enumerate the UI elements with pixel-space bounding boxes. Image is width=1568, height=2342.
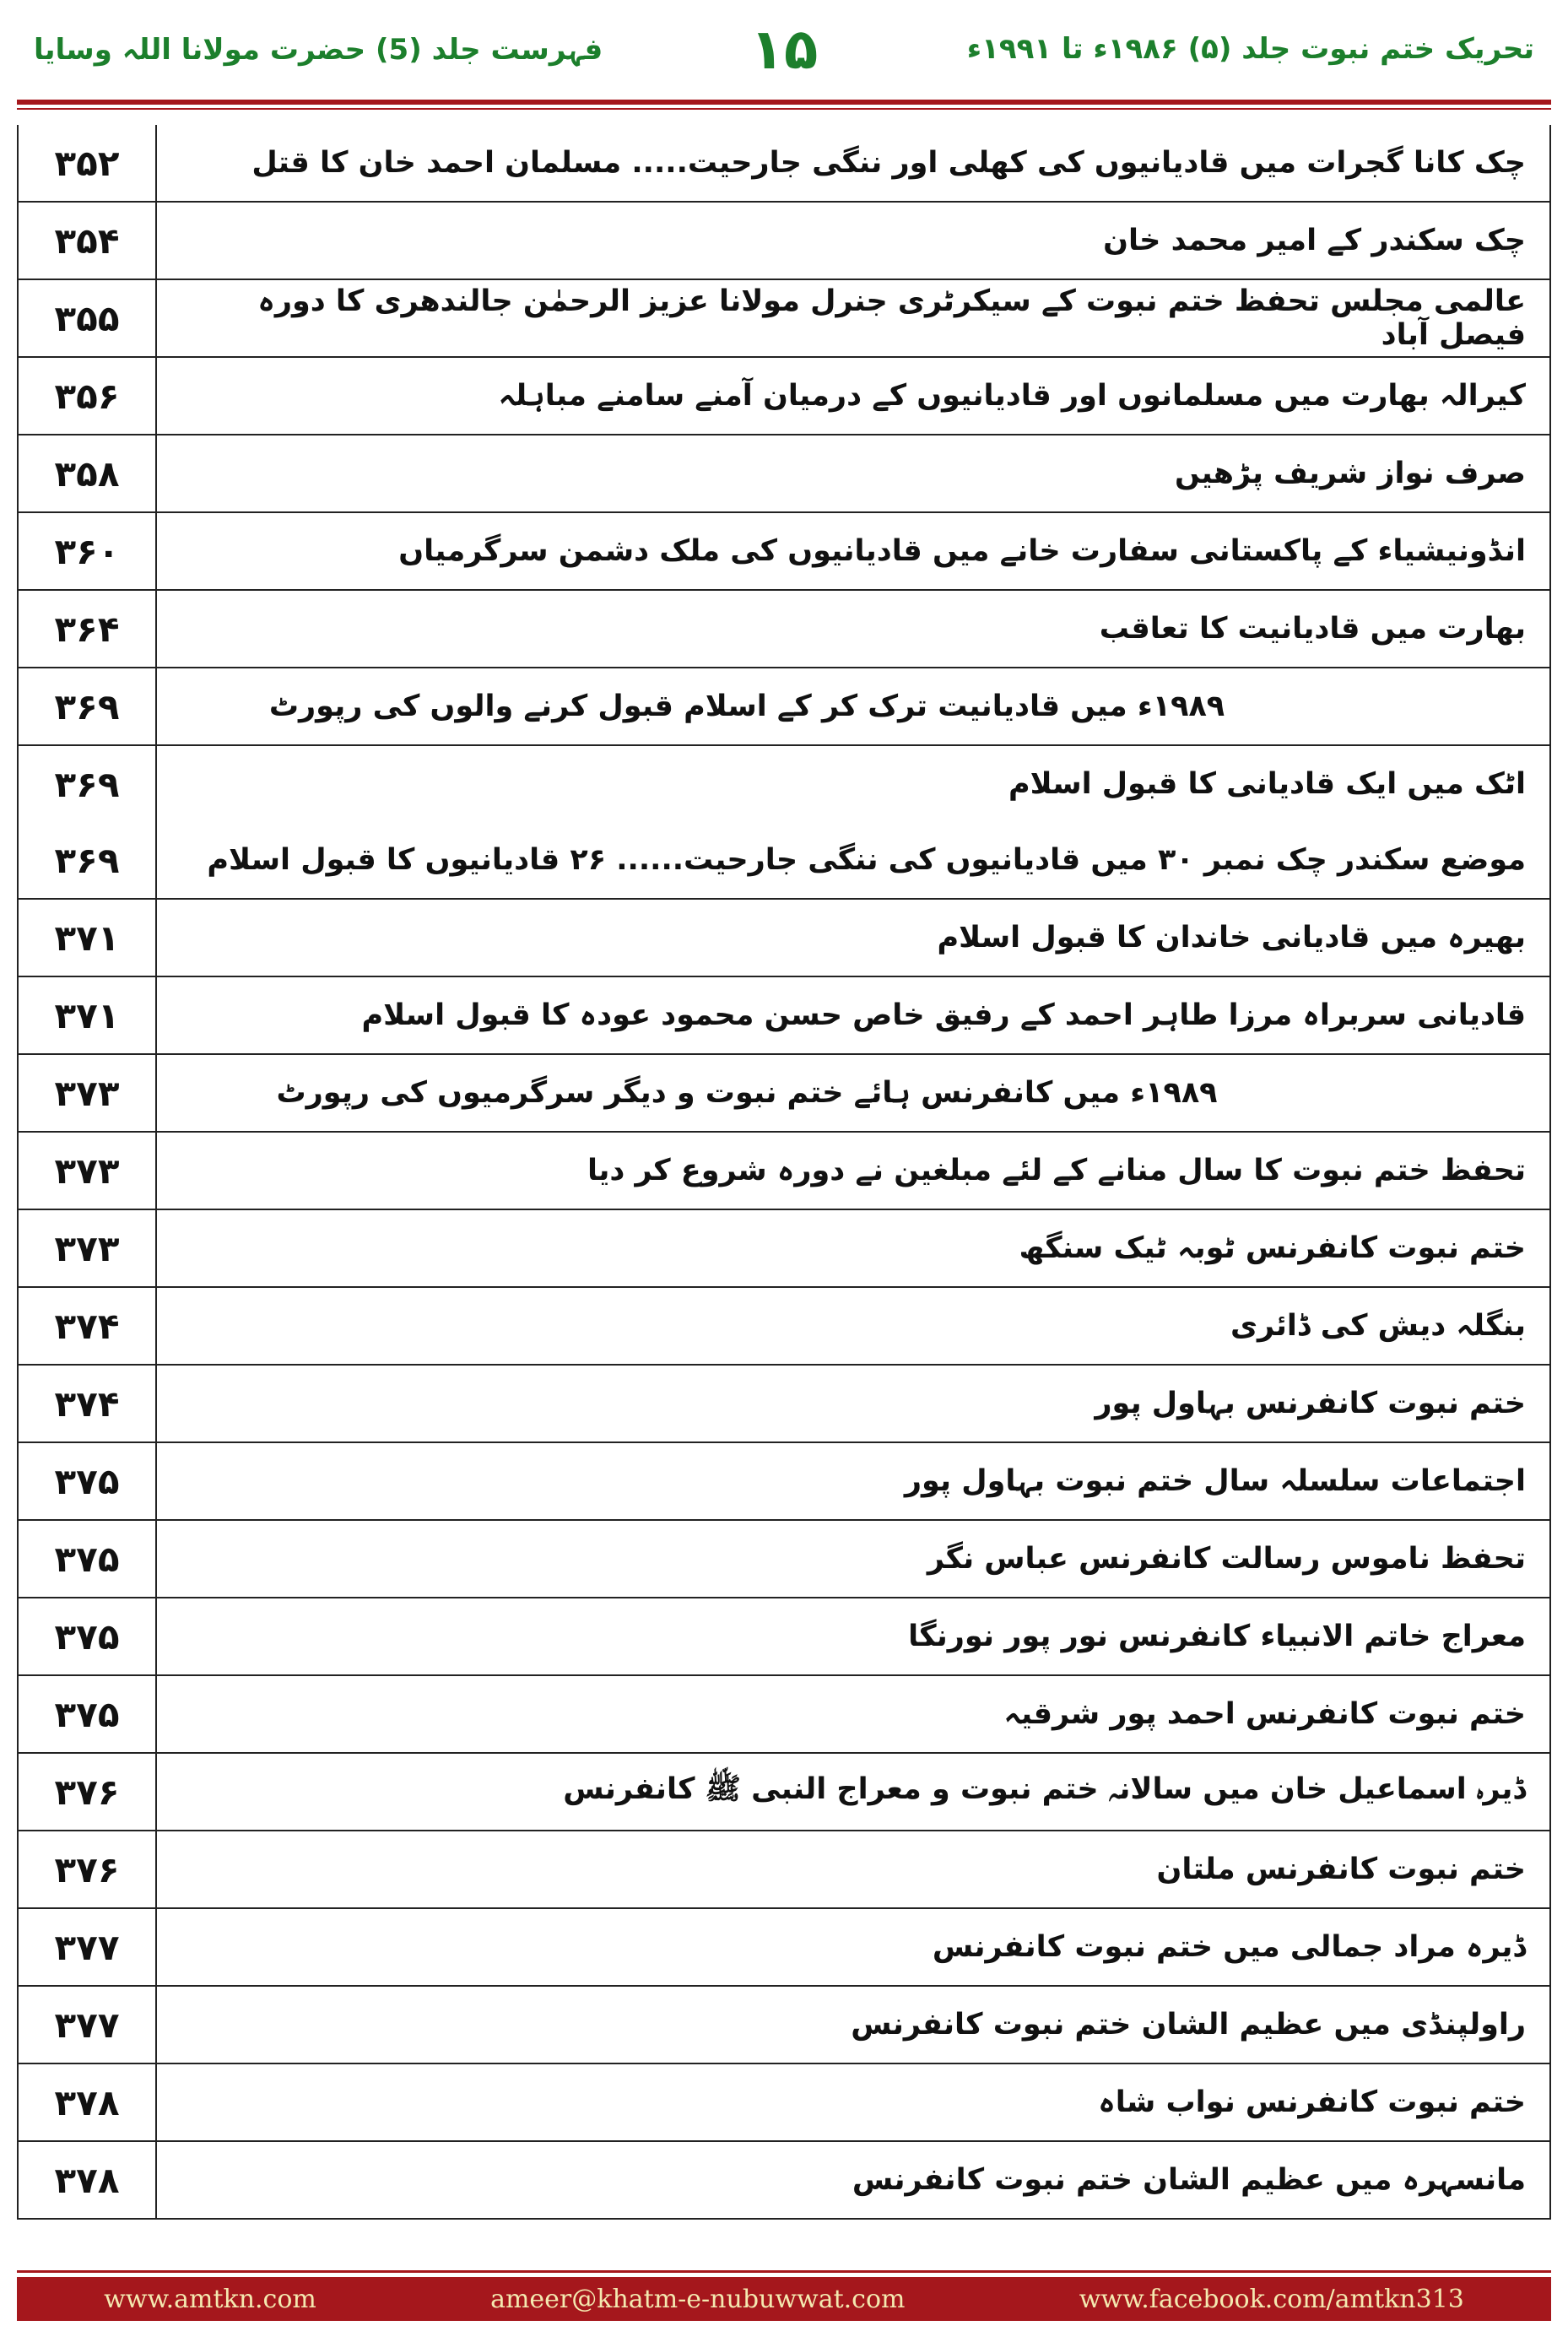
toc-page-number: ۳۷۷ [19, 1909, 157, 1985]
toc-entry-title: انڈونیشیاء کے پاکستانی سفارت خانے میں قادیانیوں کی ملک دشمن سرگرمیاں [398, 534, 1526, 568]
toc-group [19, 2142, 1549, 2220]
toc-entry-title: چک سکندر کے امیر محمد خان [1103, 224, 1526, 257]
toc-group [19, 203, 1549, 280]
table-row[interactable] [19, 1133, 1549, 1209]
toc-group [19, 1210, 1549, 1288]
toc-group [19, 280, 1549, 358]
toc-group [19, 125, 1549, 203]
toc-section-heading-row[interactable] [19, 1055, 1549, 1131]
toc-group [19, 1909, 1549, 1987]
toc-page-number: ۳۵۴ [19, 203, 157, 279]
table-row[interactable] [19, 900, 1549, 976]
table-row[interactable] [19, 1521, 1549, 1597]
book-title: تحریک ختم نبوت جلد (۵) ۱۹۸۶ء تا ۱۹۹۱ء [966, 32, 1534, 66]
toc-entry-title: صرف نواز شریف پڑھیں [1174, 457, 1526, 490]
toc-entry-title: ختم نبوت کانفرنس احمد پور شرقیہ [1003, 1697, 1526, 1731]
toc-group [19, 900, 1549, 977]
table-row[interactable] [19, 1443, 1549, 1519]
toc-entry-title: ختم نبوت کانفرنس بہاول پور [1095, 1387, 1526, 1420]
toc-group [19, 1133, 1549, 1210]
toc-page-number: ۳۷۵ [19, 1521, 157, 1597]
toc-page-number: ۳۷۸ [19, 2142, 157, 2218]
table-row[interactable] [19, 435, 1549, 511]
toc-page-number: ۳۷۳ [19, 1210, 157, 1286]
table-row[interactable] [19, 1598, 1549, 1674]
toc-group [19, 1366, 1549, 1443]
toc-group [19, 591, 1549, 668]
toc-entry-title: بھیرہ میں قادیانی خاندان کا قبول اسلام [937, 921, 1526, 955]
table-row[interactable] [19, 1831, 1549, 1907]
toc-group [19, 1831, 1549, 1909]
table-row[interactable] [19, 1366, 1549, 1441]
toc-page-number: ۳۷۱ [19, 977, 157, 1053]
toc-group [19, 513, 1549, 591]
toc-page-number: ۳۷۳ [19, 1133, 157, 1209]
toc-section-heading: ۱۹۸۹ء میں قادیانیت ترک کر کے اسلام قبول کرنے والوں کی رپورٹ [268, 690, 1225, 723]
table-row[interactable] [19, 1676, 1549, 1752]
toc-entry-title: کیرالہ بھارت میں مسلمانوں اور قادیانیوں کے درمیان آمنے سامنے مباہلہ [498, 379, 1526, 413]
toc-page-number: ۳۷۱ [19, 900, 157, 976]
footer-email-link[interactable]: ameer@khatm-e-nubuwwat.com [490, 2284, 906, 2314]
toc-page-number: ۳۷۸ [19, 2064, 157, 2140]
header-rule-thin [17, 108, 1551, 110]
toc-entry-title: معراج خاتم الانبیاء کانفرنس نور پور نورنگا [908, 1620, 1526, 1653]
toc-group [19, 1055, 1549, 1133]
table-row[interactable] [19, 822, 1549, 898]
toc-group [19, 1987, 1549, 2064]
toc-page-number: ۳۶۹ [19, 746, 157, 822]
table-row[interactable] [19, 1754, 1549, 1830]
toc-entry-title: بھارت میں قادیانیت کا تعاقب [1099, 612, 1526, 646]
table-row[interactable] [19, 977, 1549, 1053]
toc-entry-title: بنگلہ دیش کی ڈائری [1230, 1309, 1526, 1343]
toc-page-number: ۳۷۶ [19, 1831, 157, 1907]
toc-page-number: ۳۵۵ [19, 280, 157, 356]
toc-entry-title: تحفظ ختم نبوت کا سال منانے کے لئے مبلغین نے دورہ شروع کر دیا [587, 1154, 1526, 1187]
toc-page-number: ۳۷۷ [19, 1987, 157, 2063]
toc-entry-title: قادیانی سربراہ مرزا طاہر احمد کے رفیق خاص حسن محمود عودہ کا قبول اسلام [361, 998, 1526, 1032]
page-header [0, 0, 1568, 101]
table-row[interactable] [19, 358, 1549, 434]
toc-entry-title: عالمی مجلس تحفظ ختم نبوت کے سیکرٹری جنرل مولانا عزیز الرحمٰن جالندھری کا دورہ فیصل آباد [257, 284, 1526, 352]
toc-entry-title: مانسہرہ میں عظیم الشان ختم نبوت کانفرنس [852, 2163, 1526, 2197]
toc-group [19, 435, 1549, 513]
table-row[interactable] [19, 591, 1549, 667]
toc-group [19, 1598, 1549, 1676]
table-row[interactable] [19, 513, 1549, 589]
table-row[interactable] [19, 1288, 1549, 1364]
toc-page-number: ۳۶۹ [19, 822, 157, 898]
toc-group [19, 977, 1549, 1055]
toc-page-number: ۳۷۵ [19, 1598, 157, 1674]
table-row[interactable] [19, 2064, 1549, 2140]
toc-page-number: ۳۷۶ [19, 1754, 157, 1830]
toc-group [19, 358, 1549, 435]
toc-entry-title: ختم نبوت کانفرنس ٹوبہ ٹیک سنگھ [1019, 1231, 1526, 1265]
toc-entry-title: موضع سکندر چک نمبر ۳۰ میں قادیانیوں کی ننگی جارحیت...... ۲۶ قادیانیوں کا قبول اسلام [207, 843, 1526, 877]
toc-page-number: ۳۵۶ [19, 358, 157, 434]
table-row[interactable] [19, 203, 1549, 279]
toc-section-heading: ۱۹۸۹ء میں کانفرنس ہائے ختم نبوت و دیگر سرگرمیوں کی رپورٹ [276, 1076, 1218, 1110]
toc-entry-title: ختم نبوت کانفرنس ملتان [1156, 1853, 1526, 1886]
table-row[interactable] [19, 280, 1549, 356]
toc-entry-title: ڈیرہ اسماعیل خان میں سالانہ ختم نبوت و معراج النبی ﷺ کانفرنس [563, 1771, 1526, 1806]
toc-page-number: ۳۷۳ [19, 1055, 157, 1131]
toc-entry-title: ڈیرہ مراد جمالی میں ختم نبوت کانفرنس [932, 1930, 1526, 1964]
toc-group [19, 1754, 1549, 1831]
footer-rule [17, 2270, 1551, 2273]
footer-facebook-link[interactable]: www.facebook.com/amtkn313 [1079, 2284, 1464, 2314]
table-row[interactable] [19, 1909, 1549, 1985]
table-row[interactable] [19, 1987, 1549, 2063]
table-row[interactable] [19, 125, 1549, 201]
toc-entry-title: اجتماعات سلسلہ سال ختم نبوت بہاول پور [904, 1464, 1526, 1498]
toc-group [19, 668, 1549, 746]
toc-page-number: ۳۷۴ [19, 1366, 157, 1441]
toc-group [19, 1288, 1549, 1366]
toc-entry-title: راولپنڈی میں عظیم الشان ختم نبوت کانفرنس [851, 2008, 1526, 2042]
table-row[interactable] [19, 1210, 1549, 1286]
header-rule-thick [17, 100, 1551, 105]
toc-page-number: ۳۵۸ [19, 435, 157, 511]
toc-page-number: ۳۶۰ [19, 513, 157, 589]
toc-group [19, 1676, 1549, 1754]
toc-group [19, 1521, 1549, 1598]
toc-section-heading-row[interactable] [19, 668, 1549, 744]
toc-page-number: ۳۷۵ [19, 1676, 157, 1752]
volume-index-label: فہرست جلد (5) حضرت مولانا اللہ وسایا [34, 33, 603, 67]
table-row[interactable] [19, 746, 1549, 822]
toc-entry-title: ختم نبوت کانفرنس نواب شاہ [1098, 2085, 1526, 2119]
toc-page-number: ۳۷۴ [19, 1288, 157, 1364]
table-of-contents [17, 125, 1551, 2220]
toc-group [19, 746, 1549, 900]
toc-entry-title: اٹک میں ایک قادیانی کا قبول اسلام [1008, 767, 1526, 801]
page-footer [17, 2277, 1551, 2321]
toc-page-number: ۳۷۵ [19, 1443, 157, 1519]
toc-page-number: ۳۵۲ [19, 125, 157, 201]
toc-entry-title: تحفظ ناموس رسالت کانفرنس عباس نگر [927, 1542, 1526, 1576]
toc-page-number: ۳۶۹ [19, 668, 157, 744]
toc-entry-title: چک کانا گجرات میں قادیانیوں کی کھلی اور ننگی جارحیت..... مسلمان احمد خان کا قتل [251, 146, 1526, 180]
toc-group [19, 1443, 1549, 1521]
toc-page-number: ۳۶۴ [19, 591, 157, 667]
toc-group [19, 2064, 1549, 2142]
footer-website-link[interactable]: www.amtkn.com [104, 2284, 316, 2314]
page-number: ۱۵ [749, 17, 819, 82]
table-row[interactable] [19, 2142, 1549, 2218]
